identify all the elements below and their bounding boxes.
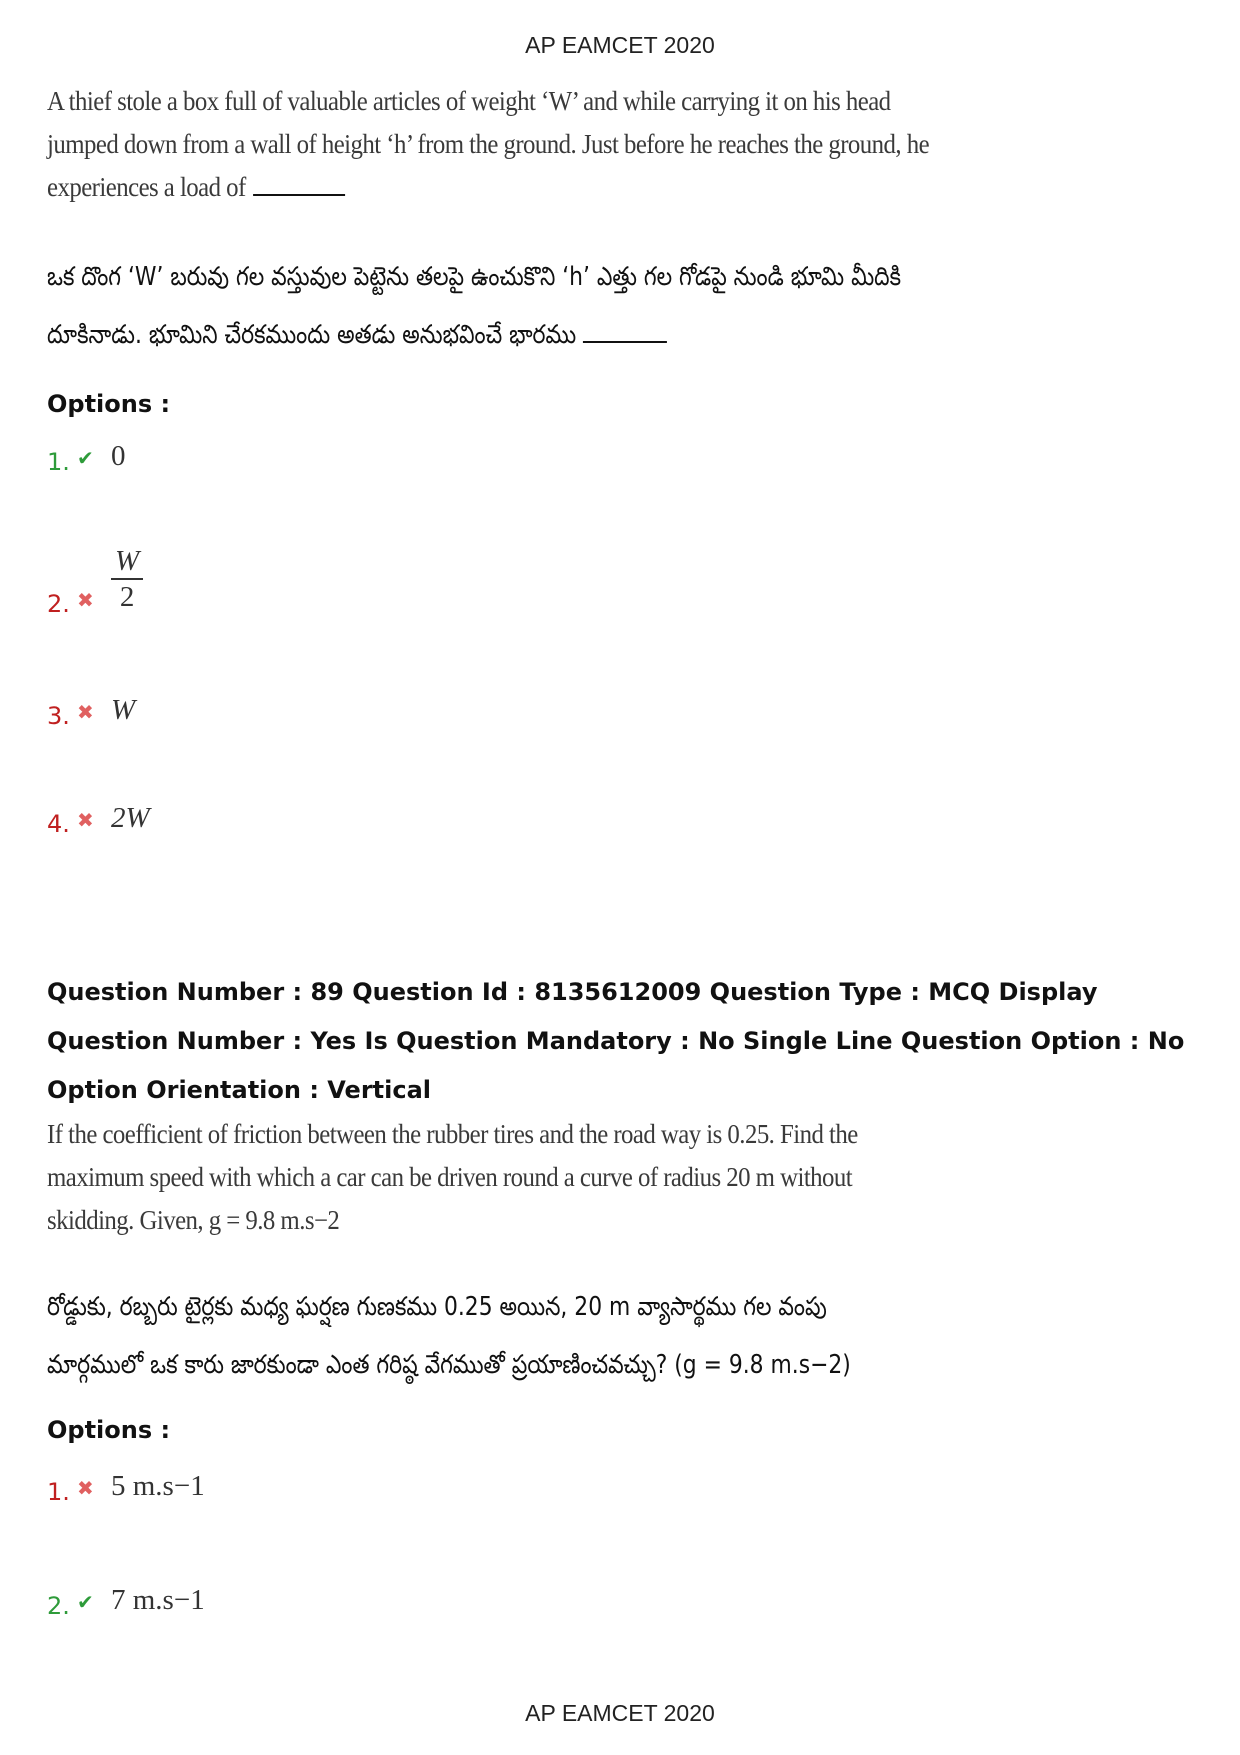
options-label: Options :: [47, 1416, 171, 1444]
page-header: AP EAMCET 2020: [525, 32, 715, 58]
option-value: 5 m.s−1: [111, 1470, 205, 1502]
option-number: 2.: [47, 590, 70, 618]
option-value: 2W: [111, 802, 150, 834]
fraction-denominator: 2: [119, 581, 135, 613]
option-number: 1.: [47, 448, 70, 476]
question-text-line: మార్గములో ఒక కారు జారకుండా ఎంత గరిష్ఠ వేగముతో ప్రయాణించవచ్చు? (g = 9.8 m.s−2): [47, 1350, 851, 1380]
question-text-line: A thief stole a box full of valuable articles of weight ‘W’ and while carrying it on his head: [47, 86, 891, 116]
answer-blank: [253, 194, 345, 196]
option-value: W: [111, 694, 136, 726]
question-text-line: ఒక దొంగ ‘W’ బరువు గల వస్తువుల పెట్టెను తలపై ఉంచుకొని ‘h’ ఎత్తు గల గోడపై నుండి భూమి మీదికి: [47, 262, 901, 292]
question-text-line: experiences a load of: [47, 166, 929, 209]
question-89-english: [47, 1113, 858, 1242]
question-89-metadata: Question Number : 89 Question Id : 8135612009 Question Type : MCQ Display Question Number : Yes Is Question Mandatory : No Single Line Question Option : No Option Orientation : Vertical: [47, 978, 1185, 1104]
option-number: 2.: [47, 1592, 70, 1620]
question-text-line: jumped down from a wall of height ‘h’ from the ground. Just before he reaches the ground, he: [47, 129, 930, 159]
option-number: 3.: [47, 702, 70, 730]
option-number: 4.: [47, 810, 70, 838]
option-number: 1.: [47, 1478, 70, 1506]
options-label: Options :: [47, 390, 171, 418]
question-text-line: రోడ్డుకు, రబ్బరు టైర్లకు మధ్య ఘర్షణ గుణకము 0.25 అయిన, 20 m వ్యాసార్థము గల వంపు: [47, 1292, 827, 1322]
option-value: [111, 545, 143, 652]
cross-icon: ✖: [77, 700, 94, 724]
question-88-telugu: [47, 248, 901, 364]
question-text-line: If the coefficient of friction between the rubber tires and the road way is 0.25. Find the: [47, 1119, 858, 1149]
cross-icon: ✖: [77, 808, 94, 832]
question-text-line: దూకినాడు. భూమిని చేరకముందు అతడు అనుభవించే భారము: [47, 306, 901, 364]
question-89-telugu: [47, 1278, 851, 1394]
check-icon: ✔: [77, 1590, 94, 1614]
option-value: 0: [111, 440, 126, 472]
question-text-line: maximum speed with which a car can be driven round a curve of radius 20 m without: [47, 1162, 853, 1192]
question-88-english: [47, 80, 929, 209]
cross-icon: ✖: [77, 588, 94, 612]
option-value: 7 m.s−1: [111, 1584, 205, 1616]
question-text-line: skidding. Given, g = 9.8 m.s−2: [47, 1205, 340, 1235]
page-footer: AP EAMCET 2020: [525, 1700, 715, 1726]
fraction-numerator: W: [111, 544, 143, 580]
check-icon: ✔: [77, 446, 94, 470]
answer-blank: [583, 341, 667, 343]
cross-icon: ✖: [77, 1476, 94, 1500]
fraction: [111, 544, 143, 614]
